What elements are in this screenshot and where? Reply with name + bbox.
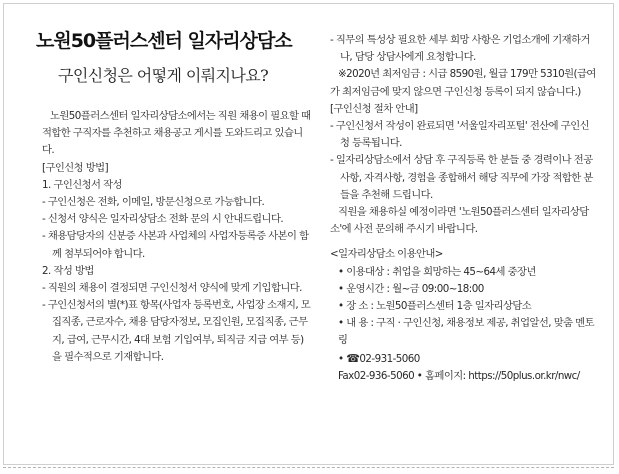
procedure-item: - 일자리상담소에서 상담 후 구직등록 한 분들 중 경력이나 전공사항, 자격사항, 경험을 종합해서 해당 직무에 가장 적합한 분들을 추천해 드립니다. bbox=[330, 154, 593, 201]
step2-title: 2. 작성 방법 bbox=[42, 264, 94, 277]
intro-paragraph: 노원50플러스센터 일자리상담소에서는 직원 채용이 필요할 때 적합한 구직자를 추천하고 채용공고 게시를 도와드리고 있습니다. bbox=[42, 110, 311, 157]
phone-line: • ☎02-931-5060 bbox=[338, 351, 420, 365]
info-item: • 운영시간 : 월~금 09:00~18:00 bbox=[338, 282, 484, 295]
step2-item: - 직원의 채용이 결정되면 구인신청서 양식에 맞게 기입합니다. bbox=[42, 282, 302, 295]
wage-note: ※2020년 최저임금 : 시급 8590원, 월급 179만 5310원(급여가 최저임금에 맞지 않으면 구인신청 등록이 되지 않습니다.) bbox=[330, 68, 596, 98]
method-header: [구인신청 방법] bbox=[42, 161, 109, 174]
closing-paragraph: 직원을 채용하실 예정이라면 '노원50플러스센터 일자리상담소'에 사전 문의해 주시기 바랍니다. bbox=[330, 206, 589, 236]
info-item: • 내 용 : 구직 · 구인신청, 채용정보 제공, 취업알선, 맞춤 멘토링 bbox=[338, 317, 595, 347]
info-item: • 장 소 : 노원50플러스센터 1층 일자리상담소 bbox=[338, 300, 532, 313]
right-column bbox=[330, 32, 598, 385]
step1-title: 1. 구인신청서 작성 bbox=[42, 178, 122, 191]
info-item: • 이용대상 : 취업을 희망하는 45~64세 중장년 bbox=[338, 265, 536, 278]
step1-item: - 채용담당자의 신분증 사본과 사업체의 사업자등록증 사본이 함께 첨부되어야 합니다. bbox=[42, 230, 309, 260]
step2-item: - 구인신청서의 별(*)표 항목(사업자 등록번호, 사업장 소재지, 모집직종, 근로자수, 채용 담당자정보, 모집인원, 모집직종, 근무지, 급여, 근무시간, 4대 보험 기입여부, 퇴직금 지급 여부 등)을 필수적으로 기재합니다. bbox=[42, 299, 311, 363]
info-header: <일자리상담소 이용안내> bbox=[330, 248, 443, 261]
phone-icon: ☎ bbox=[346, 351, 360, 365]
phone-number: 02-931-5060 bbox=[359, 352, 420, 365]
step2-item: - 직무의 특성상 필요한 세부 희망 사항은 기업소개에 기재하거나, 담당 상담사에게 요청합니다. bbox=[330, 34, 590, 64]
article-subtitle: 구인신청은 어떻게 이뤄지나요? bbox=[58, 66, 269, 85]
fax-web-line: Fax02-936-5060 • 홈페이지: https://50plus.or.kr/nwc/ bbox=[338, 369, 580, 382]
step1-item: - 신청서 양식은 일자리상담소 전화 문의 시 안내드립니다. bbox=[42, 213, 284, 226]
step1-item: - 구인신청은 전화, 이메일, 방문신청으로 가능합니다. bbox=[42, 196, 265, 209]
article-title: 노원50플러스센터 일자리상담소 bbox=[36, 30, 292, 52]
procedure-item: - 구인신청서 작성이 완료되면 '서울일자리포털' 전산에 구인신청 등록됩니다. bbox=[330, 120, 589, 150]
left-column bbox=[42, 108, 312, 366]
procedure-header: [구인신청 절차 안내] bbox=[330, 102, 418, 115]
bottom-divider bbox=[3, 467, 614, 468]
